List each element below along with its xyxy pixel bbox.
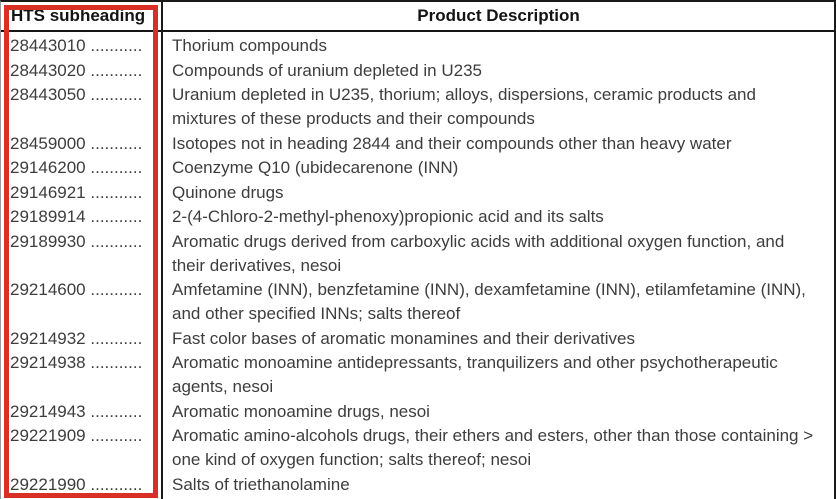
hts-subheading-column-header: HTS subheading <box>11 6 146 25</box>
table-row <box>1 230 834 278</box>
description-lines <box>163 278 834 326</box>
hts-code: 29221990 <box>10 474 86 494</box>
description-lines <box>163 473 834 497</box>
description-line: Salts of triethanolamine <box>172 474 350 494</box>
table-row <box>1 83 834 131</box>
description-line: their derivatives, nesoi <box>172 255 342 275</box>
table-row <box>1 400 834 424</box>
description-lines <box>163 351 834 399</box>
dotted-leader: ........... <box>90 36 143 55</box>
table-row <box>1 181 834 205</box>
hts-code-cell <box>1 351 163 375</box>
dotted-leader: ........... <box>90 158 143 177</box>
hts-code-cell <box>1 156 163 180</box>
hts-code: 28443010 <box>10 36 86 55</box>
description-line: Aromatic drugs derived from carboxylic acids with additional oxygen function, and <box>172 231 785 251</box>
hts-code: 29214600 <box>10 280 86 299</box>
description-line: Coenzyme Q10 (ubidecarenone (INN) <box>172 158 459 177</box>
description-line: agents, nesoi <box>172 377 274 396</box>
description-lines <box>163 34 834 58</box>
hts-code: 29146200 <box>10 158 86 177</box>
description-line: one kind of oxygen function; salts thereof; nesoi <box>172 450 532 469</box>
hts-code: 28459000 <box>10 133 86 153</box>
hts-code: 28443020 <box>10 60 86 80</box>
description-lines <box>163 205 834 229</box>
hts-code: 29221909 <box>10 426 86 445</box>
table-row <box>1 473 834 497</box>
dotted-leader: ........... <box>90 401 143 421</box>
hts-code-cell <box>1 278 163 302</box>
table-row <box>1 327 834 351</box>
hts-code: 29214938 <box>10 353 86 372</box>
description-line: Fast color bases of aromatic monamines and their derivatives <box>172 328 635 348</box>
description-line: Compounds of uranium depleted in U235 <box>172 60 482 80</box>
table-header-row <box>1 2 834 32</box>
table-row <box>1 59 834 83</box>
dotted-leader: ........... <box>90 328 143 348</box>
description-lines <box>163 59 834 83</box>
description-lines <box>163 400 834 424</box>
hts-code-cell <box>1 59 163 83</box>
hts-code-cell <box>1 132 163 156</box>
description-line: Thorium compounds <box>172 36 327 55</box>
dotted-leader: ........... <box>90 182 143 202</box>
table-row <box>1 132 834 156</box>
dotted-leader: ........... <box>90 280 143 299</box>
hts-code-cell <box>1 424 163 448</box>
table-row <box>1 156 834 180</box>
hts-code-cell <box>1 473 163 497</box>
hts-code-cell <box>1 205 163 229</box>
description-line: Aromatic monoamine drugs, nesoi <box>172 401 430 421</box>
dotted-leader: ........... <box>90 133 143 153</box>
hts-code-cell <box>1 230 163 254</box>
description-line: Aromatic monoamine antidepressants, tranquilizers and other psychotherapeutic <box>172 353 778 372</box>
description-lines <box>163 327 834 351</box>
column-divider <box>161 2 163 499</box>
dotted-leader: ........... <box>90 231 143 251</box>
dotted-leader: ........... <box>90 207 143 226</box>
table-row <box>1 205 834 229</box>
description-lines <box>163 181 834 205</box>
description-line: and other specified INNs; salts thereof <box>172 304 461 323</box>
dotted-leader: ........... <box>90 85 143 104</box>
hts-code-cell <box>1 181 163 205</box>
hts-code-cell <box>1 400 163 424</box>
description-lines <box>163 424 834 472</box>
table-body <box>1 32 834 497</box>
table-row <box>1 34 834 58</box>
table-row <box>1 424 834 472</box>
hts-code-cell <box>1 83 163 107</box>
dotted-leader: ........... <box>90 426 143 445</box>
product-description-column-header: Product Description <box>417 6 580 25</box>
dotted-leader: ........... <box>90 60 143 80</box>
description-line: Isotopes not in heading 2844 and their compounds other than heavy water <box>172 133 732 153</box>
description-line: Uranium depleted in U235, thorium; alloys, dispersions, ceramic products and <box>172 85 756 104</box>
hts-code: 29189914 <box>10 207 86 226</box>
description-lines <box>163 132 834 156</box>
table-row <box>1 278 834 326</box>
hts-code: 29146921 <box>10 182 86 202</box>
hts-code-cell <box>1 34 163 58</box>
dotted-leader: ........... <box>90 353 143 372</box>
description-lines <box>163 156 834 180</box>
description-lines <box>163 83 834 131</box>
hts-code: 28443050 <box>10 85 86 104</box>
description-line: Amfetamine (INN), benzfetamine (INN), dexamfetamine (INN), etilamfetamine (INN), <box>172 280 806 299</box>
description-line: mixtures of these products and their compounds <box>172 109 535 128</box>
hts-code: 29214932 <box>10 328 86 348</box>
dotted-leader: ........... <box>90 474 143 494</box>
hts-code: 29189930 <box>10 231 86 251</box>
description-line: Quinone drugs <box>172 182 284 202</box>
description-lines <box>163 230 834 278</box>
description-line: 2-(4-Chloro-2-methyl-phenoxy)propionic acid and its salts <box>172 207 604 226</box>
hts-code: 29214943 <box>10 401 86 421</box>
hts-code-cell <box>1 327 163 351</box>
table-row <box>1 351 834 399</box>
description-line: Aromatic amino-alcohols drugs, their ethers and esters, other than those containing > <box>172 426 814 445</box>
